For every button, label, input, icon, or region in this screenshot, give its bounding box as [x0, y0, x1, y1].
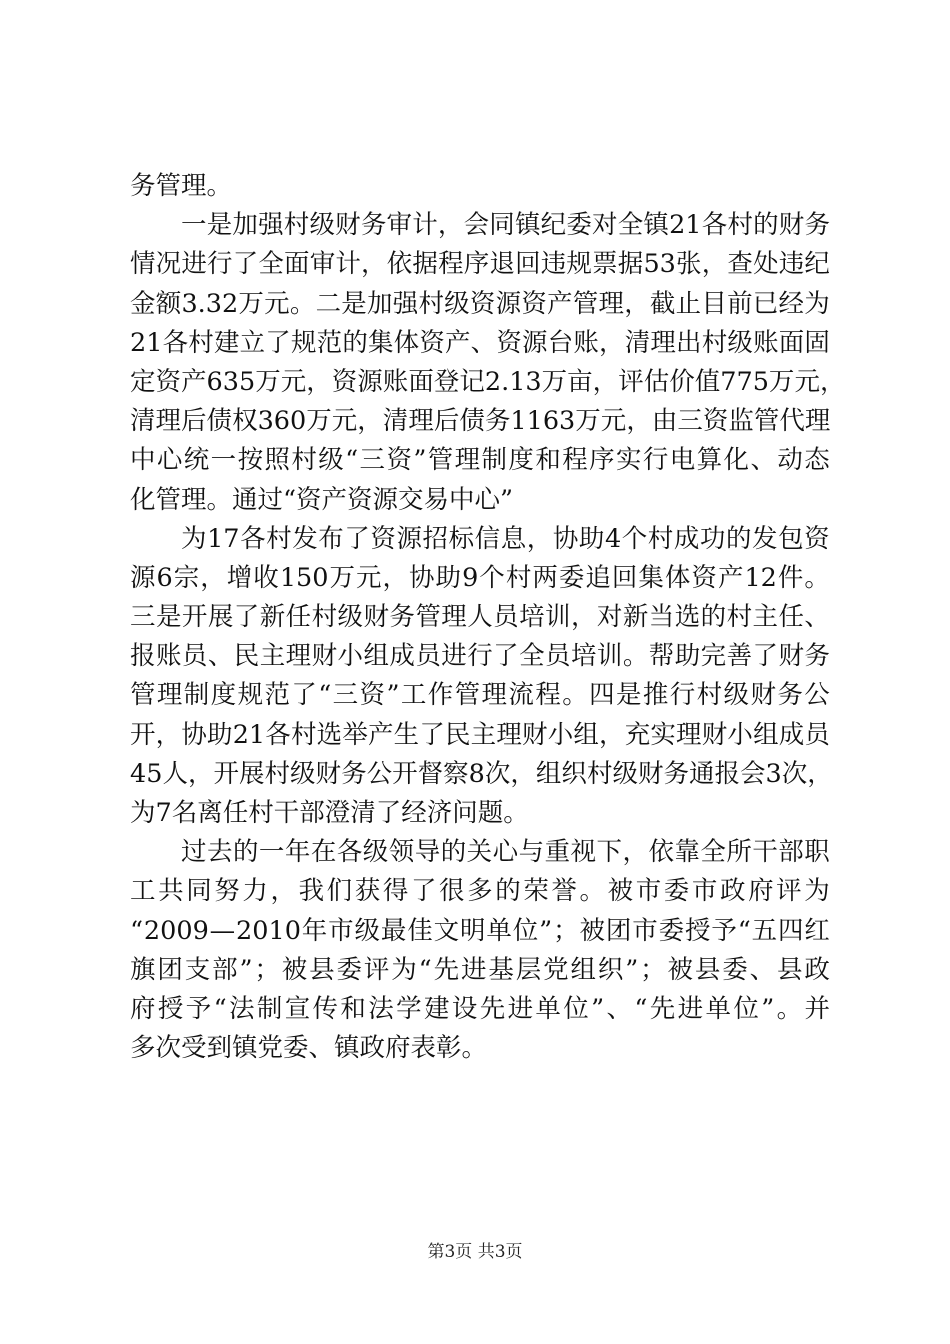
page-number-footer: 第3页 共3页	[427, 1242, 523, 1262]
document-body	[130, 167, 846, 1068]
text-line: 过 去 的 一 年 在 各 级 领 导 的 关 心 与 重 视 下 ， 依 靠 全 所 干 部 职	[181, 837, 830, 868]
text-line: 为7名离任村干部澄清了经济问题。	[130, 798, 529, 828]
text-line: 务管理。	[130, 171, 233, 201]
text-line: 多次受到镇党委、镇政府表彰。	[130, 1033, 488, 1064]
text-line: 开 ， 协 助 21 各 村 选 举 产 生 了 民 主 理 财 小 组 ， 充 实 理 财 小 组 成 员	[130, 719, 830, 750]
text-line: 府 授 予 “ 法 制 宣 传 和 法 学 建 设 先 进 单 位 ” 、 “ 先 进 单 位 ” 。 并	[130, 993, 830, 1024]
text-line: 情 况 进 行 了 全 面 审 计 ， 依 据 程 序 退 回 违 规 票 据 53 张 ， 查 处 违 纪	[130, 249, 830, 280]
text-line: 清 理 后 债 权 360 万 元 ， 清 理 后 债 务 1163 万 元 ， 由 三 资 监 管 代 理	[130, 406, 831, 437]
text-line: 管 理 制 度 规 范 了 “ 三 资 ” 工 作 管 理 流 程 。 四 是 推 行 村 级 财 务 公	[130, 680, 830, 711]
text-line: 旗 团 支 部 ” ； 被 县 委 评 为 “ 先 进 基 层 党 组 织 ” ； 被 县 委 、 县 政	[130, 954, 830, 985]
text-line: 45 人 ， 开 展 村 级 财 务 公 开 督 察 8 次 ， 组 织 村 级 财 务 通 报 会 3 次 ，	[130, 758, 833, 789]
text-line: 定 资 产 635 万 元 ， 资 源 账 面 登 记 2.13 万 亩 ， 评 估 价 值 775 万 元 ，	[130, 366, 846, 397]
text-line: 一 是 加 强 村 级 财 务 审 计 ， 会 同 镇 纪 委 对 全 镇 21 各 村 的 财 务	[181, 210, 830, 241]
text-line: 报 账 员 、 民 主 理 财 小 组 成 员 进 行 了 全 员 培 训 。 帮 助 完 善 了 财 务	[130, 641, 830, 672]
text-line: 源 6 宗 ， 增 收 150 万 元 ， 协 助 9 个 村 两 委 追 回 集 体 资 产 12 件 。	[130, 562, 830, 593]
text-line: 21 各 村 建 立 了 规 范 的 集 体 资 产 、 资 源 台 账 ， 清 理 出 村 级 账 面 固	[130, 327, 830, 358]
text-line: 为 17 各 村 发 布 了 资 源 招 标 信 息 ， 协 助 4 个 村 成 功 的 发 包 资	[181, 523, 830, 554]
text-line: 化管理。通过“资产资源交易中心”	[130, 484, 514, 515]
text-line: 金 额 3.32 万 元 。 二 是 加 强 村 级 资 源 资 产 管 理 ， 截 止 目 前 已 经 为	[130, 288, 830, 319]
text-line: “ 2009 — 2010 年 市 级 最 佳 文 明 单 位 ” ； 被 团 市 委 授 予 “ 五 四 红	[130, 915, 830, 946]
text-line: 三 是 开 展 了 新 任 村 级 财 务 管 理 人 员 培 训 ， 对 新 当 选 的 村 主 任 、	[130, 602, 830, 633]
text-line: 工 共 同 努 力 ， 我 们 获 得 了 很 多 的 荣 誉 。 被 市 委 市 政 府 评 为	[130, 876, 830, 907]
text-line: 中 心 统 一 按 照 村 级 “ 三 资 ” 管 理 制 度 和 程 序 实 行 电 算 化 、 动 态	[130, 445, 830, 476]
